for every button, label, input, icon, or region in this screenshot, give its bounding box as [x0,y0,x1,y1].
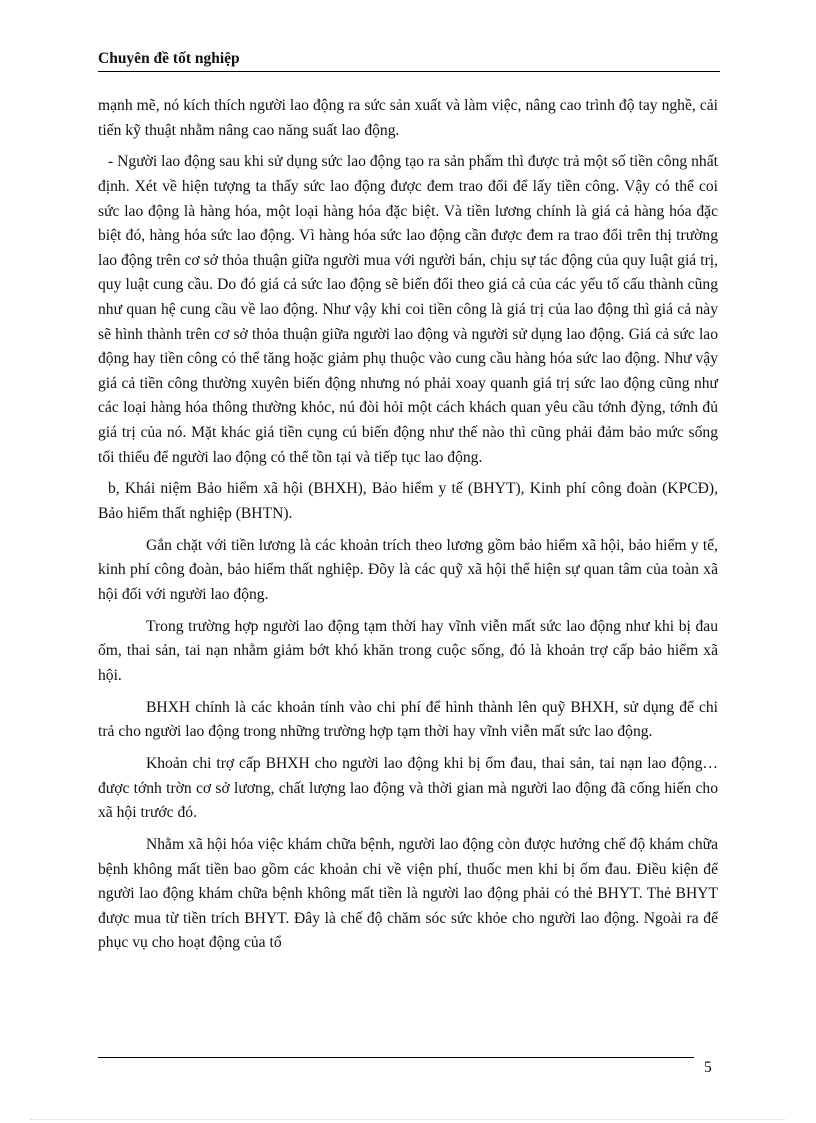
paragraph: BHXH chính là các khoản tính vào chi phí để hình thành lên quỹ BHXH, sử dụng để chi trả cho người lao động trong những trường hợp tạm thời hay vĩnh viễn mất sức lao động. [98,698,718,741]
paragraph: - Người lao động sau khi sử dụng sức lao động tạo ra sản phẩm thì được trả một số tiền công nhất định. Xét về hiện tượng ta thấy sức lao động được đem trao đổi để lấy tiền công. Vậy có thể coi sức lao động là hàng hóa, một loại hàng hóa đặc biệt. Và tiền lương chính là giá cả hàng hóa đặc biệt đó, hàng hóa sức lao động. Vì hàng hóa sức lao động cần được đem ra trao đổi trên thị trường lao động trên cơ sở thỏa thuận giữa người mua với người bán, chịu sự tác động của quy luật giá trị, quy luật cung cầu. Do đó giá cả sức lao động sẽ biến đổi theo giá cả của các yếu tố cấu thành cũng như quan hệ cung cầu về lao động. Như vậy khi coi tiền công là giá trị của lao động thì giá cả này sẽ hình thành trên cơ sở thỏa thuận giữa người lao động và người sử dụng lao động. Giá cả sức lao động hay tiền công có thể tăng hoặc giảm phụ thuộc vào cung cầu hàng hóa sức lao động. Như vậy giá cả tiền công thường xuyên biến động nhưng nó phải xoay quanh giá trị sức lao động cũng như các loại hàng hóa thông thường khỏc, nú đòi hỏi một cách khách quan yêu cầu tớnh đỳng, tớnh đủ giá trị của nó. Mặt khác giá tiền cụng cú biến động như thế nào thì cũng phải đảm bảo mức sống tối thiểu để người lao động có thể tồn tại và tiếp tục lao động. [98,153,718,466]
paragraph: Trong trường hợp người lao động tạm thời hay vĩnh viễn mất sức lao động như khi bị đau ốm, thai sản, tai nạn nhằm giảm bớt khó khăn trong cuộc sống, đó là khoản trợ cấp bảo hiểm xã hội. [98,617,718,684]
header-rule [98,71,720,72]
paragraph: Khoản chi trợ cấp BHXH cho người lao động khi bị ốm đau, thai sản, tai nạn lao động…được tớnh trờn cơ sở lương, chất lượng lao động và thời gian mà người lao động đã cống hiến cho xã hội trước đó. [98,754,718,822]
page-number: 5 [704,1059,712,1076]
paragraph-section-heading: b, Khái niệm Bảo hiểm xã hội (BHXH), Bảo hiểm y tế (BHYT), Kinh phí công đoàn (KPCĐ), Bảo hiểm thất nghiệp (BHTN). [98,480,718,522]
document-body [98,94,718,963]
paragraph: Nhằm xã hội hóa việc khám chữa bệnh, người lao động còn được hưởng chế độ khám chữa bệnh không mất tiền bao gồm các khoản chi về viện phí, thuốc men khi bị ốm đau. Điều kiện để người lao động khám chữa bệnh không mất tiền là người lao động phải có thẻ BHYT. Thẻ BHYT được mua từ tiền trích BHYT. Đây là chế độ chăm sóc sức khỏe cho người lao động. Ngoài ra để phục vụ cho hoạt động của tổ [98,835,718,952]
page-edge-divider [30,1119,786,1120]
paragraph: Gắn chặt với tiền lương là các khoản trích theo lương gồm bảo hiểm xã hội, bảo hiểm y tế, kinh phí công đoàn, bảo hiểm thất nghiệp. Đõy là các quỹ xã hội thể hiện sự quan tâm của toàn xã hội đối với người lao động. [98,536,718,603]
paragraph: mạnh mẽ, nó kích thích người lao động ra sức sản xuất và làm việc, nâng cao trình độ tay nghề, cải tiến kỹ thuật nhằm nâng cao năng suất lao động. [98,97,718,139]
footer-rule [98,1057,694,1058]
document-header-title: Chuyên đề tốt nghiệp [98,50,240,67]
